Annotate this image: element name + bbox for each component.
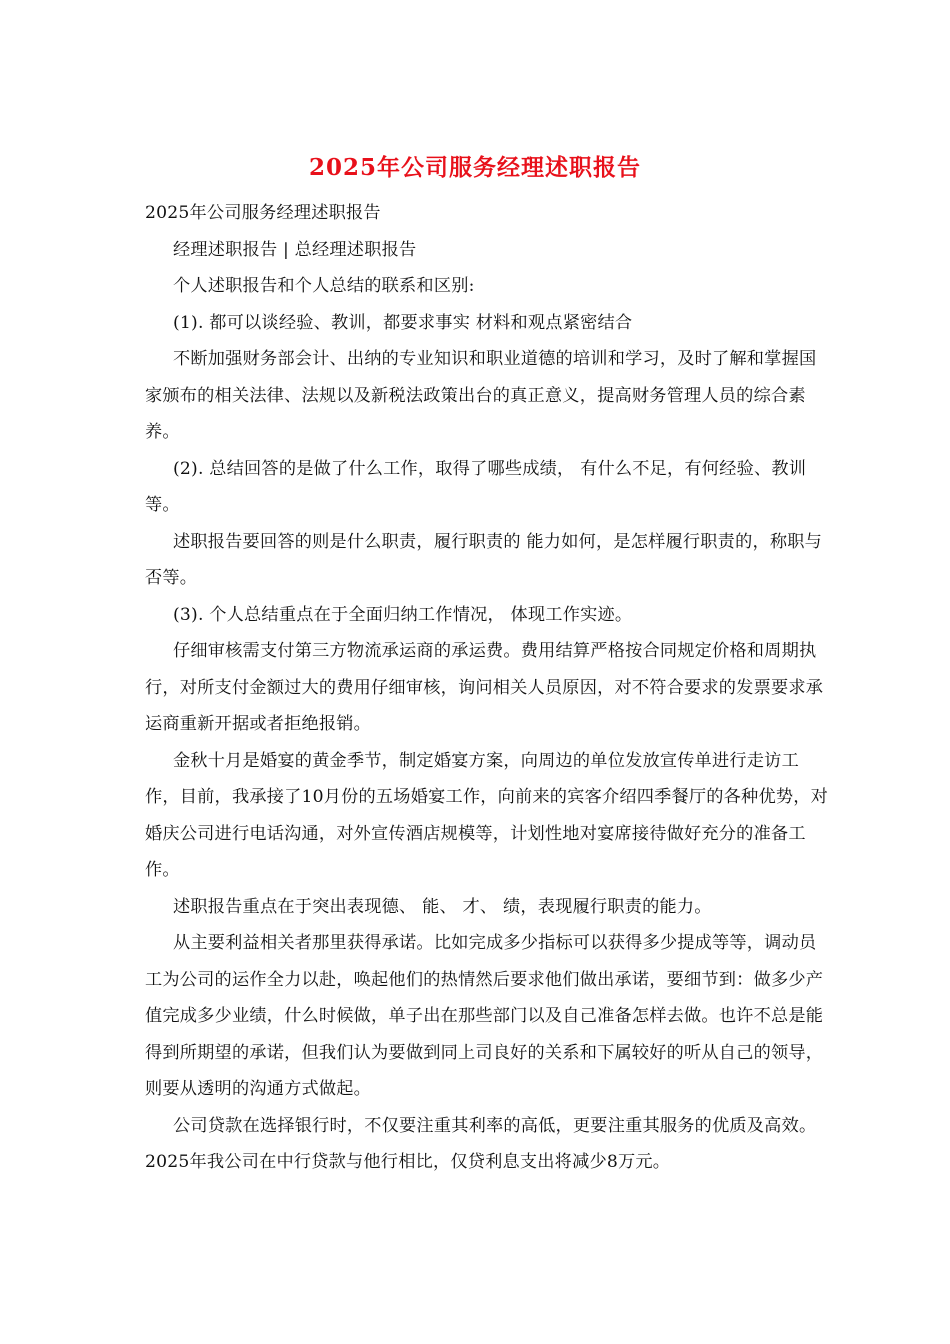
paragraph: 述职报告要回答的则是什么职责，履行职责的 能力如何，是怎样履行职责的，称职与否等。 [145,531,823,588]
paragraph: 公司贷款在选择银行时，不仅要注重其利率的高低，更要注重其服务的优质及高效。2025年我公司在中行贷款与他行相比，仅贷利息支出将减少8万元。 [145,1115,817,1172]
document-body [145,195,830,1181]
document-title: 2025年公司服务经理述职报告 [308,154,641,181]
paragraph: 述职报告重点在于突出表现德、 能、 才、 绩，表现履行职责的能力。 [173,896,712,917]
paragraph: 个人述职报告和个人总结的联系和区别: [173,276,475,296]
document-subtitle: 2025年公司服务经理述职报告 [145,203,381,223]
paragraph: (3). 个人总结重点在于全面归纳工作情况， 体现工作实迹。 [173,604,633,625]
paragraph: (2). 总结回答的是做了什么工作，取得了哪些成绩， 有什么不足，有何经验、教训等。 [145,458,807,515]
paragraph: 从主要利益相关者那里获得承诺。比如完成多少指标可以获得多少提成等等，调动员工为公司的运作全力以赴，唤起他们的热情然后要求他们做出承诺，要细节到：做多少产值完成多少业绩，什么时候做，单子出在那些部门以及自己准备怎样去做。也许不总是能得到所期望的承诺，但我们认为要做到同上司良好的关系和下属较好的听从自己的领导，则要从透明的沟通方式做起。 [145,933,824,1099]
paragraph: 经理述职报告 | 总经理述职报告 [173,239,417,260]
paragraph: (1). 都可以谈经验、教训，都要求事实 材料和观点紧密结合 [173,312,633,333]
paragraph: 不断加强财务部会计、出纳的专业知识和职业道德的培训和学习，及时了解和掌握国家颁布的相关法律、法规以及新税法政策出台的真正意义，提高财务管理人员的综合素养。 [145,349,817,442]
paragraph: 金秋十月是婚宴的黄金季节，制定婚宴方案，向周边的单位发放宣传单进行走访工作，目前，我承接了10月份的五场婚宴工作，向前来的宾客介绍四季餐厅的各种优势，对婚庆公司进行电话沟通，对外宣传酒店规模等，计划性地对宴席接待做好充分的准备工作。 [145,750,828,880]
paragraph: 仔细审核需支付第三方物流承运商的承运费。费用结算严格按合同规定价格和周期执行，对所支付金额过大的费用仔细审核，询问相关人员原因，对不符合要求的发票要求承运商重新开据或者拒绝报销。 [145,641,824,734]
